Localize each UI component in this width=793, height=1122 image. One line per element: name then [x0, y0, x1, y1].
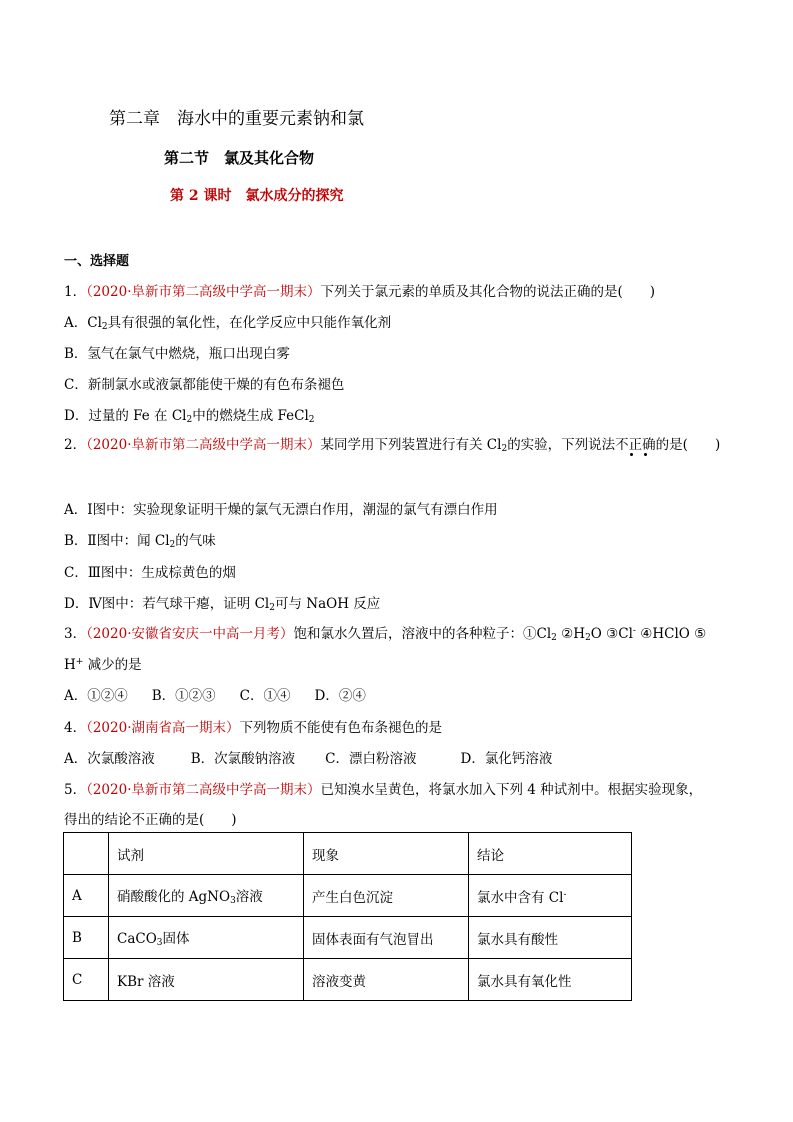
reagent-cell: 硝酸酸化的 AgNO$_3$溶液 [109, 875, 304, 917]
q2-option-d: D．Ⅳ图中：若气球干瘪，证明 $Cl_2$可与 NaOH 反应 [64, 596, 381, 613]
conclusion-cell: 氯水具有氧化性 [469, 959, 632, 1001]
q4-option-c: C．漂白粉溶液 [325, 751, 417, 767]
row-label: A [64, 875, 109, 917]
table-row [64, 875, 632, 917]
q3-options [64, 684, 366, 704]
table-header-cell: 现象 [304, 833, 469, 875]
emphasis-dot [630, 453, 633, 456]
chapter-title: 第二章 海水中的重要元素钠和氯 [109, 109, 364, 129]
table-row [64, 959, 632, 1001]
question-1-stem: 1．（2020·阜新市第二高级中学高一期末）下列关于氯元素的单质及其化合物的说法正确的是( ) [64, 284, 656, 300]
question-3-stem: 3．（2020·安徽省安庆一中高一月考）饱和氯水久置后，溶液中的各种粒子：$①Cl_2$ $②H_2O$ ③Cl- ④HClO ⑤ [64, 626, 707, 643]
question-source: （2020·安徽省安庆一中高一月考） [86, 626, 294, 642]
options-table [63, 832, 632, 1001]
q3-option-a: A．①②④ [64, 688, 128, 704]
q4-option-b: B．次氯酸钠溶液 [190, 751, 296, 767]
question-4-stem: 4．（2020·湖南省高一期末）下列物质不能使有色布条褪色的是 [64, 720, 442, 736]
row-label: B [64, 917, 109, 959]
question-5-stem: 5．（2020·阜新市第二高级中学高一期末）已知溴水呈黄色，将氯水加入下列 4 种试剂中。根据实验现象， [64, 782, 703, 798]
q1-option-c: C．新制氯水或液氯都能使干燥的有色布条褪色 [64, 377, 345, 393]
q2-option-b: B．Ⅱ图中：闻 $Cl_2$的气味 [64, 533, 216, 550]
row-label: C [64, 959, 109, 1001]
phenomenon-cell: 产生白色沉淀 [304, 875, 469, 917]
q2-option-c: C．Ⅲ图中：生成棕黄色的烟 [64, 565, 236, 581]
question-5-stem-line2: 得出的结论不正确的是( ) [64, 812, 237, 828]
section-title: 第二节 氯及其化合物 [164, 149, 315, 167]
question-2-stem: 2．（2020·阜新市第二高级中学高一期末）某同学用下列装置进行有关 $Cl_2$的实验，下列说法不正确的是( ) [64, 437, 721, 454]
lesson-title: 第 2 课时 氯水成分的探究 [170, 188, 344, 204]
q4-option-d: D．氯化钙溶液 [460, 751, 553, 767]
table-header-cell [64, 833, 109, 875]
table-header-cell: 结论 [469, 833, 632, 875]
question-source: （2020·湖南省高一期末） [86, 720, 240, 736]
section-heading: 一、选择题 [64, 254, 130, 269]
question-3-stem-line2: H+ 减少的是 [64, 657, 142, 673]
table-row [64, 917, 632, 959]
question-source: （2020·阜新市第二高级中学高一期末） [86, 437, 321, 453]
q4-option-a: A．次氯酸溶液 [64, 751, 155, 767]
q3-option-c: C．①④ [239, 688, 291, 704]
q1-option-d: D．过量的 Fe 在 $Cl_2$中的燃烧生成 FeCl$_2$ [64, 408, 315, 425]
q3-option-d: D．②④ [314, 688, 366, 704]
phenomenon-cell: 溶液变黄 [304, 959, 469, 1001]
table-header-row [64, 833, 632, 875]
question-source: （2020·阜新市第二高级中学高一期末） [86, 284, 321, 300]
conclusion-cell: 氯水中含有 Cl- [469, 875, 632, 917]
q3-option-b: B．①②③ [151, 688, 216, 704]
question-source: （2020·阜新市第二高级中学高一期末） [86, 782, 321, 798]
q1-option-b: B．氢气在氯气中燃烧，瓶口出现白雾 [64, 346, 290, 362]
q2-option-a: A．Ⅰ图中：实验现象证明干燥的氯气无漂白作用，潮湿的氯气有漂白作用 [64, 502, 498, 518]
conclusion-cell: 氯水具有酸性 [469, 917, 632, 959]
emphasis-dot [644, 453, 647, 456]
reagent-cell: KBr 溶液 [109, 959, 304, 1001]
reagent-cell: CaCO$_3$固体 [109, 917, 304, 959]
phenomenon-cell: 固体表面有气泡冒出 [304, 917, 469, 959]
q4-options [64, 747, 552, 767]
q1-option-a: A．$Cl_2$具有很强的氧化性，在化学反应中只能作氧化剂 [64, 315, 392, 332]
table-header-cell: 试剂 [109, 833, 304, 875]
